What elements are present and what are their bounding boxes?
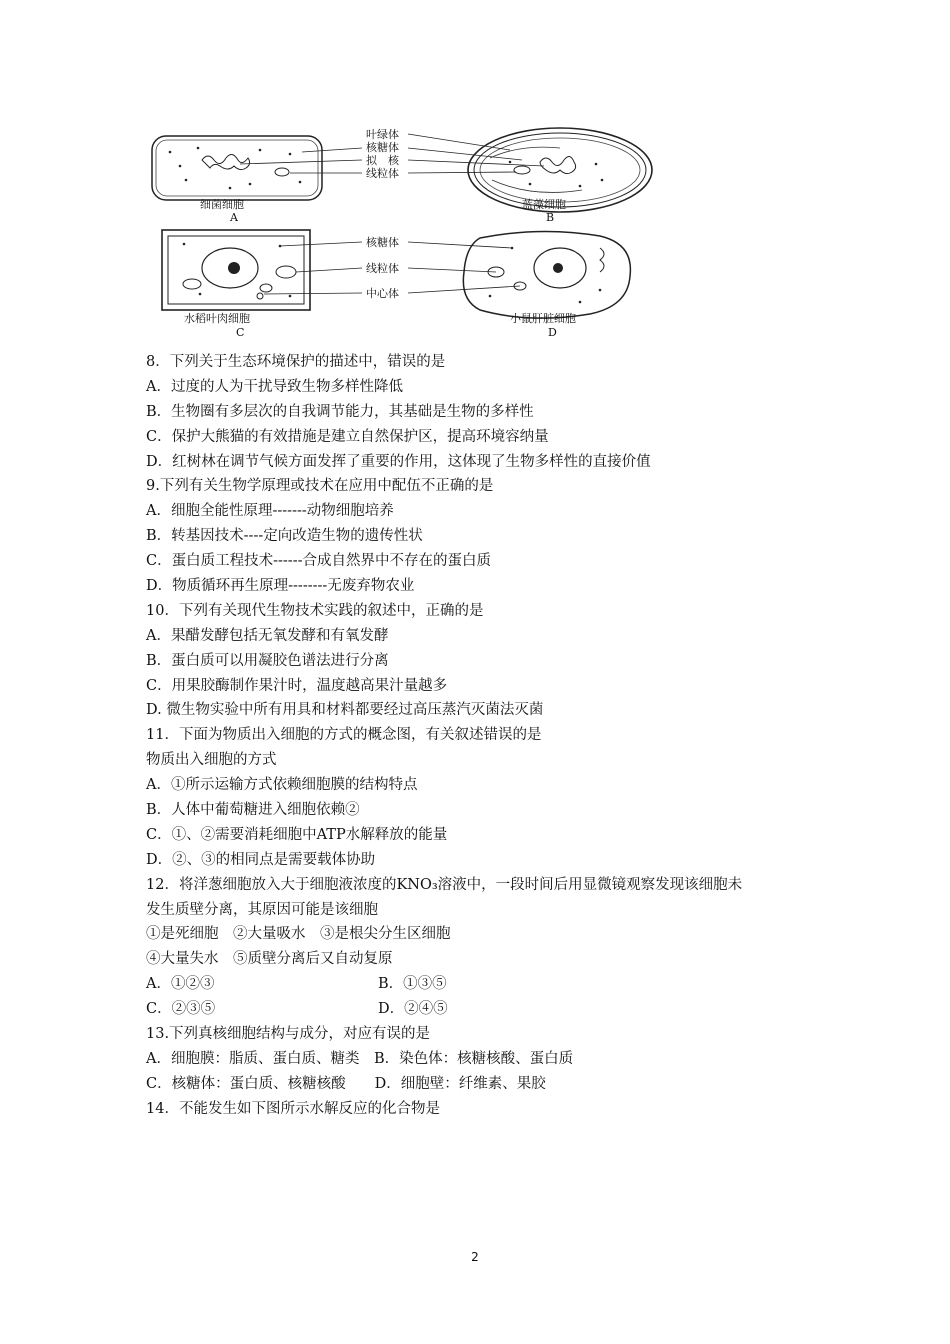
q12-choices-1: ①是死细胞 ②大量吸水 ③是根尖分生区细胞 bbox=[146, 926, 451, 943]
cell-b-letter: B bbox=[546, 211, 555, 224]
label-mitochondria-top: 线粒体 bbox=[366, 167, 399, 180]
q12-option-a: A．①②③ bbox=[146, 976, 215, 993]
q11-concept-title: 物质出入细胞的方式 bbox=[146, 752, 277, 769]
q11-option-a: A．①所示运输方式依赖细胞膜的结构特点 bbox=[146, 777, 418, 794]
label-nucleoid: 拟 核 bbox=[366, 154, 399, 167]
q8-option-d: D．红树林在调节气候方面发挥了重要的作用，这体现了生物多样性的直接价值 bbox=[146, 453, 651, 470]
cell-c-letter: C bbox=[236, 326, 245, 339]
q10-option-a: A．果醋发酵包括无氧发酵和有氧发酵 bbox=[146, 627, 389, 644]
cell-a-bacterium bbox=[152, 136, 322, 200]
cell-c-name: 水稻叶肉细胞 bbox=[184, 312, 250, 325]
q9-option-a: A．细胞全能性原理-------动物细胞培养 bbox=[146, 503, 394, 520]
label-mitochondria-bottom: 线粒体 bbox=[366, 262, 399, 275]
q9-option-d: D．物质循环再生原理--------无废弃物农业 bbox=[146, 578, 415, 595]
label-centrosome: 中心体 bbox=[366, 287, 399, 300]
q9-option-c: C．蛋白质工程技术------合成自然界中不存在的蛋白质 bbox=[146, 553, 491, 570]
cell-d-animal bbox=[463, 231, 630, 318]
q11-option-c: C．①、②需要消耗细胞中ATP水解释放的能量 bbox=[146, 826, 448, 843]
q13-stem: 13.下列真核细胞结构与成分，对应有误的是 bbox=[146, 1026, 431, 1043]
q12-option-b: B．①③⑤ bbox=[378, 976, 447, 993]
cell-a-name: 细菌细胞 bbox=[200, 198, 244, 211]
cell-b-name: 蓝藻细胞 bbox=[522, 198, 566, 211]
q14-stem: 14．不能发生如下图所示水解反应的化合物是 bbox=[146, 1100, 440, 1117]
q13-options-ab: A．细胞膜：脂质、蛋白质、糖类 B．染色体：核糖核酸、蛋白质 bbox=[146, 1050, 574, 1067]
question-text bbox=[146, 350, 826, 1122]
q12-option-d: D．②④⑤ bbox=[378, 1001, 448, 1018]
q10-option-c: C．用果胶酶制作果汁时，温度越高果汁量越多 bbox=[146, 677, 448, 694]
q11-stem: 11．下面为物质出入细胞的方式的概念图，有关叙述错误的是 bbox=[146, 727, 542, 744]
q9-option-b: B．转基因技术----定向改造生物的遗传性状 bbox=[146, 528, 423, 545]
q12-stem-2: 发生质壁分离，其原因可能是该细胞 bbox=[146, 901, 378, 918]
cell-d-name: 小鼠肝脏细胞 bbox=[510, 312, 576, 325]
q12-options-row-2 bbox=[146, 997, 826, 1022]
q11-option-b: B．人体中葡萄糖进入细胞依赖② bbox=[146, 802, 360, 819]
q8-option-b: B．生物圈有多层次的自我调节能力，其基础是生物的多样性 bbox=[146, 403, 534, 420]
label-ribosome-top: 核糖体 bbox=[366, 141, 399, 154]
q12-choices-2: ④大量失水 ⑤质壁分离后又自动复原 bbox=[146, 951, 393, 968]
cell-diagram bbox=[140, 118, 660, 348]
q9-stem: 9.下列有关生物学原理或技术在应用中配伍不正确的是 bbox=[146, 478, 494, 495]
q12-options-row-1 bbox=[146, 972, 826, 997]
q11-option-d: D．②、③的相同点是需要载体协助 bbox=[146, 851, 376, 868]
q10-option-b: B．蛋白质可以用凝胶色谱法进行分离 bbox=[146, 652, 389, 669]
q10-option-d: D. 微生物实验中所有用具和材料都要经过高压蒸汽灭菌法灭菌 bbox=[146, 702, 544, 719]
q8-option-c: C．保护大熊猫的有效措施是建立自然保护区，提高环境容纳量 bbox=[146, 428, 549, 445]
q8-option-a: A．过度的人为干扰导致生物多样性降低 bbox=[146, 378, 403, 395]
cell-a-letter: A bbox=[230, 211, 238, 224]
page-number: 2 bbox=[471, 1250, 479, 1264]
label-ribosome-bottom: 核糖体 bbox=[366, 236, 399, 249]
cell-diagram-svg bbox=[140, 118, 660, 348]
label-chloroplast: 叶绿体 bbox=[366, 128, 399, 141]
q12-option-c: C．②③⑤ bbox=[146, 1001, 216, 1018]
q13-options-cd: C．核糖体：蛋白质、核糖核酸 D．细胞壁：纤维素、果胶 bbox=[146, 1075, 546, 1092]
q10-stem: 10．下列有关现代生物技术实践的叙述中，正确的是 bbox=[146, 602, 484, 619]
q8-stem: 8．下列关于生态环境保护的描述中，错误的是 bbox=[146, 354, 446, 370]
cell-c-plant bbox=[162, 230, 310, 310]
q12-stem-1: 12．将洋葱细胞放入大于细胞液浓度的KNO₃溶液中，一段时间后用显微镜观察发现该细胞未 bbox=[146, 876, 743, 893]
cell-d-letter: D bbox=[548, 326, 557, 339]
